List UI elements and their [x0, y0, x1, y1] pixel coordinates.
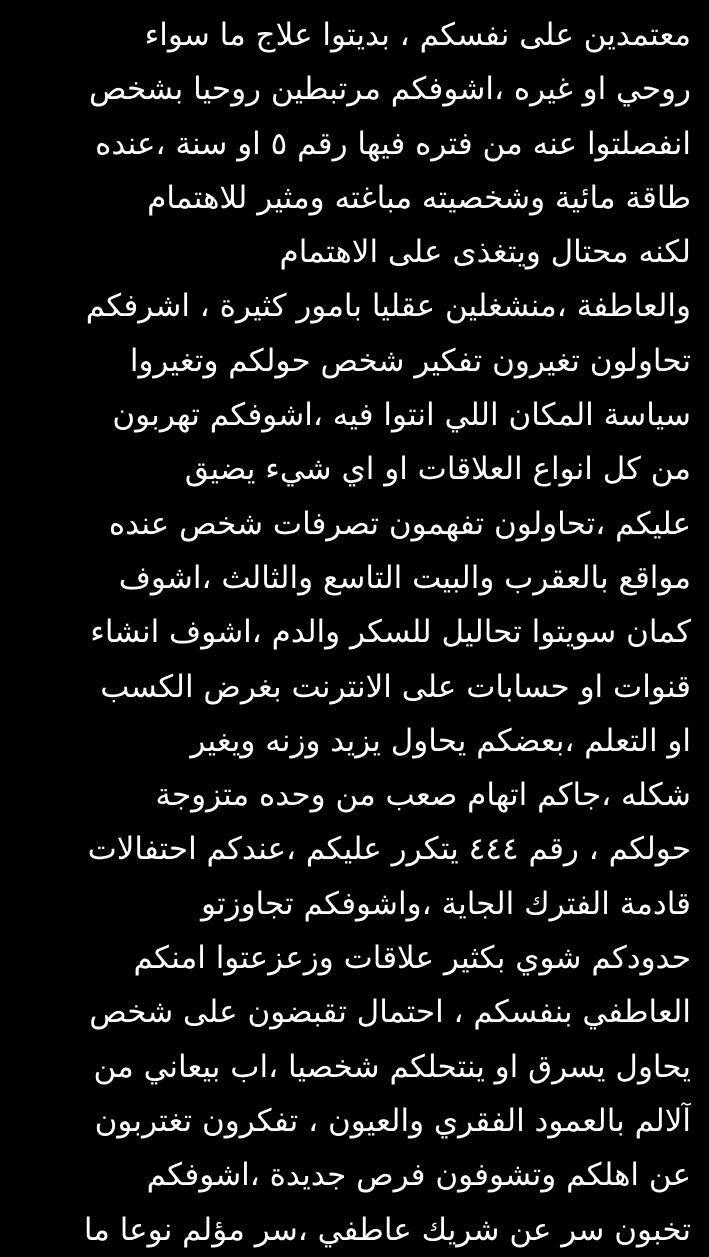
- text-line: قادمة الفترك الجاية ،واشوفكم تجاوزتو: [200, 885, 691, 922]
- text-line: مواقع بالعقرب والبيت التاسع والثالث ،اشوف: [118, 559, 691, 596]
- text-line: روحي او غيره ،اشوفكم مرتبطين روحيا بشخص: [89, 71, 691, 108]
- text-line: لكنه محتال ويتغذى على الاهتمام: [279, 234, 691, 271]
- text-line: تحاولون تغيرون تفكير شخص حولكم وتغيروا: [129, 342, 691, 379]
- text-line: عن اهلكم وتشوفون فرص جديدة ،اشوفكم: [146, 1157, 691, 1194]
- text-block: [24, 8, 691, 1257]
- text-line: حدودكم شوي بكثير علاقات وزعزعتوا امنكم: [133, 940, 691, 977]
- text-line: شكله ،جاكم اتهام صعب من وحده متزوجة: [155, 777, 691, 814]
- text-line: او التعلم ،بعضكم يحاول يزيد وزنه ويغير: [190, 722, 691, 759]
- text-line: معتمدين على نفسكم ، بديتوا علاج ما سواء: [144, 17, 691, 53]
- text-line: انفصلتوا عنه من فتره فيها رقم ٥ او سنة ،عنده: [95, 125, 691, 162]
- text-line: طاقة مائية وشخصيته مباغته ومثير للاهتمام: [147, 179, 691, 216]
- text-line: قنوات او حسابات على الانترنت بغرض الكسب: [100, 668, 691, 705]
- text-line: تخبون سر عن شريك عاطفي ،سر مؤلم نوعا ما: [83, 1211, 691, 1248]
- text-line: سياسة المكان اللي انتوا فيه ،اشوفكم تهربون: [112, 397, 691, 434]
- text-line: العاطفي بنفسكم ، احتمال تقبضون على شخص: [89, 994, 691, 1031]
- text-line: يحاول يسرق او ينتحلكم شخصيا ،اب بيعاني من: [93, 1048, 691, 1085]
- text-line: آلالم بالعمود الفقري والعيون ، تفكرون تغتربون: [94, 1102, 691, 1139]
- text-line: عليكم ،تحاولون تفهمون تصرفات شخص عنده: [108, 505, 691, 542]
- text-line: حولكم ، رقم ٤٤٤ يتكرر عليكم ،عندكم احتفالات: [87, 831, 691, 868]
- text-line: والعاطفة ،منشغلين عقليا بامور كثيرة ، اشرفكم: [85, 288, 691, 325]
- text-line: كمان سويتوا تحاليل للسكر والدم ،اشوف انشاء: [90, 614, 691, 651]
- text-line: من كل انواع العلاقات او اي شيء يضيق: [184, 451, 691, 488]
